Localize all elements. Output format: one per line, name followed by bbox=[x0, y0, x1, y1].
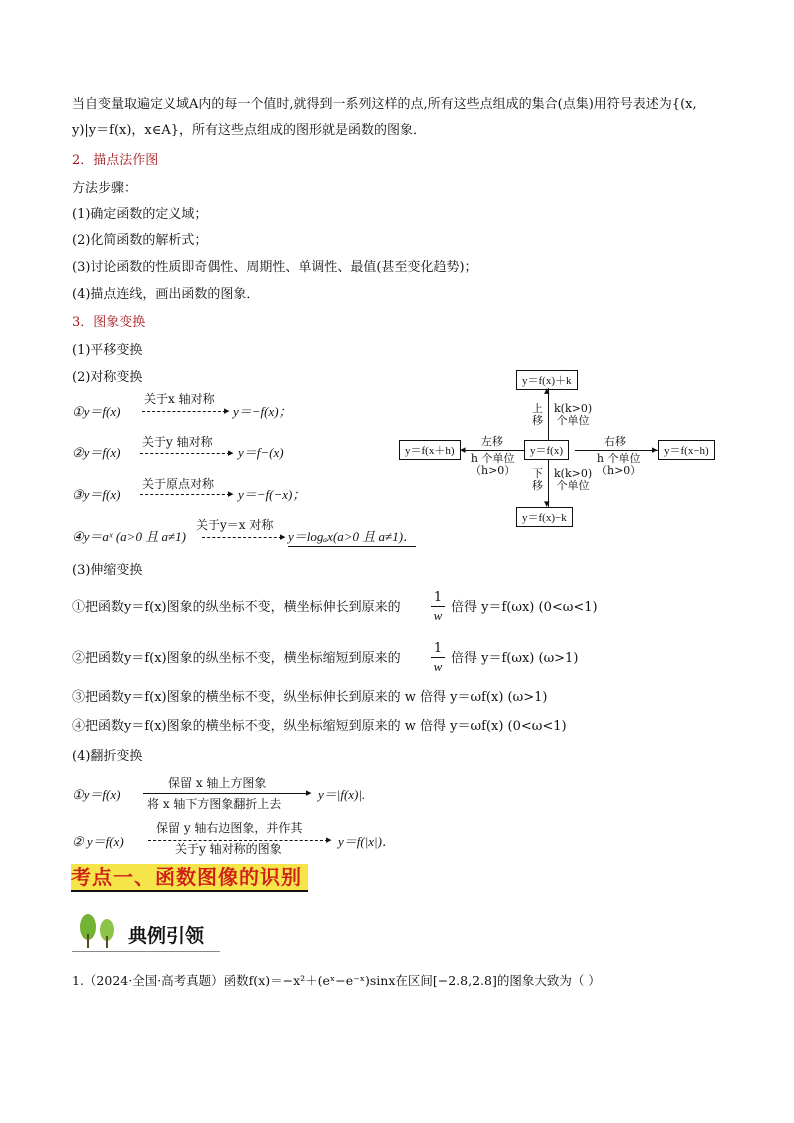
sym-1-lhs: ①y＝f(x) bbox=[72, 404, 121, 419]
sym-4-op: 关于y＝x 对称 bbox=[196, 518, 274, 532]
symmetry-label: (2)对称变换 bbox=[72, 370, 143, 385]
diagram-up-move: 上 移 bbox=[532, 402, 543, 427]
fraction-bar bbox=[431, 606, 445, 607]
sym-3-rhs: y＝−f(−x)； bbox=[238, 487, 306, 502]
diagram-right-amount: h 个单位 （h>0） bbox=[596, 452, 642, 477]
flip-1-arrowhead-icon: ▸ bbox=[306, 786, 312, 799]
step-1: (1)确定函数的定义域； bbox=[72, 207, 208, 222]
flip-2-lhs: ② y＝f(x) bbox=[72, 834, 124, 849]
flip-1-rhs: y＝|f(x)|. bbox=[318, 787, 366, 802]
step-3: (3)讨论函数的性质即奇偶性、周期性、单调性、最值(甚至变化趋势)； bbox=[72, 260, 478, 275]
sym-2-arrow bbox=[140, 453, 230, 454]
flip-1-lhs: ①y＝f(x) bbox=[72, 787, 121, 802]
sym-2-rhs: y＝f−(x) bbox=[238, 445, 284, 460]
diagram-center-box: y＝f(x) bbox=[524, 440, 569, 460]
sym-1-op: 关于x 轴对称 bbox=[144, 392, 215, 406]
diagram-right-move: 右移 bbox=[604, 435, 626, 448]
step-4: (4)描点连线，画出函数的图象． bbox=[72, 287, 260, 302]
diagram-right-line bbox=[575, 450, 658, 451]
flip-label: (4)翻折变换 bbox=[72, 749, 143, 764]
diagram-left-line bbox=[462, 450, 524, 451]
sym-4-arrow bbox=[202, 537, 282, 538]
kaodian-title-text: 考点一、函数图像的识别 bbox=[71, 865, 302, 889]
step-2: (2)化简函数的解析式； bbox=[72, 233, 208, 248]
sym-3-op: 关于原点对称 bbox=[142, 477, 215, 491]
scale-1-pre: ①把函数y＝f(x)图象的纵坐标不变，横坐标伸长到原来的 bbox=[72, 600, 401, 615]
flip-2-rhs: y＝f(|x|)． bbox=[338, 834, 395, 849]
flip-1-arrow bbox=[143, 793, 309, 794]
sym-1-arrowhead-icon: ▸ bbox=[224, 404, 230, 417]
scale-2-den: w bbox=[433, 659, 443, 674]
badge-underline bbox=[72, 951, 220, 952]
section-3-title: 3．图象变换 bbox=[72, 315, 146, 330]
diagram-right-arrowhead-icon: ▸ bbox=[652, 443, 658, 456]
diagram-down-move: 下 移 bbox=[532, 467, 543, 492]
sym-4-lhs: ④y＝aˣ (a>0 且 a≠1) bbox=[72, 529, 186, 544]
scale-2-post: 倍得 y＝f(ωx) (ω>1) bbox=[451, 651, 579, 666]
sym-1-arrow bbox=[142, 411, 226, 412]
steps-label: 方法步骤： bbox=[72, 181, 138, 196]
flip-2-op-top: 保留 y 轴右边图象，并作其 bbox=[156, 821, 303, 835]
sym-3-arrow bbox=[140, 494, 230, 495]
intro-line-2: y)|y＝f(x)，x∈A}，所有这些点组成的图形就是函数的图象． bbox=[72, 123, 427, 138]
scale-1-fraction bbox=[431, 590, 445, 624]
intro-line-1: 当自变量取遍定义域A内的每一个值时,就得到一系列这样的点,所有这些点组成的集合(点集)用符号表述为{(x, bbox=[72, 97, 697, 112]
flip-1-op-bottom: 将 x 轴下方图象翻折上去 bbox=[147, 797, 282, 811]
scale-1-num: 1 bbox=[433, 590, 443, 605]
scale-4: ④把函数y＝f(x)图象的横坐标不变，纵坐标缩短到原来的 w 倍得 y＝ωf(x) (0<ω<1) bbox=[72, 719, 567, 734]
flip-1-op-top: 保留 x 轴上方图象 bbox=[168, 776, 267, 790]
scale-3: ③把函数y＝f(x)图象的横坐标不变，纵坐标伸长到原来的 w 倍得 y＝ωf(x) (ω>1) bbox=[72, 690, 548, 705]
diagram-left-move: 左移 bbox=[481, 435, 503, 448]
sym-4-arrowhead-icon: ▸ bbox=[280, 530, 286, 543]
tree-icon bbox=[76, 912, 124, 950]
flip-2-op-bottom: 关于y 轴对称的图象 bbox=[175, 842, 282, 856]
diagram-up-arrowhead-icon: ▴ bbox=[544, 384, 550, 397]
diagram-down-amount: k(k>0) 个单位 bbox=[554, 467, 593, 492]
flip-2-arrowhead-icon: ▸ bbox=[326, 833, 332, 846]
fraction-bar bbox=[431, 657, 445, 658]
scale-2-fraction bbox=[431, 641, 445, 675]
scaling-label: (3)伸缩变换 bbox=[72, 563, 143, 578]
example-badge: 典例引领 bbox=[128, 925, 205, 947]
sym-1-rhs: y＝−f(x)； bbox=[233, 404, 292, 419]
sym-2-arrowhead-icon: ▸ bbox=[228, 446, 234, 459]
sym-2-op: 关于y 轴对称 bbox=[142, 435, 213, 449]
sym-3-arrowhead-icon: ▸ bbox=[228, 487, 234, 500]
scale-1-post: 倍得 y＝f(ωx) (0<ω<1) bbox=[451, 600, 598, 615]
diagram-bottom-box: y＝f(x)−k bbox=[516, 507, 573, 527]
scale-2-num: 1 bbox=[433, 641, 443, 656]
diagram-left-box: y＝f(x＋h) bbox=[399, 440, 461, 460]
kaodian-title bbox=[71, 864, 308, 892]
translation-label: (1)平移变换 bbox=[72, 343, 143, 358]
diagram-left-arrowhead-icon: ◂ bbox=[460, 443, 466, 456]
scale-1-den: w bbox=[433, 608, 443, 623]
section-2-title: 2．描点法作图 bbox=[72, 153, 159, 168]
question-1: 1.（2024·全国·高考真题）函数f(x)＝−x²＋(eˣ−e⁻ˣ)sinx在区间[−2.8,2.8]的图象大致为（ ） bbox=[72, 973, 601, 988]
diagram-right-box: y＝f(x−h) bbox=[658, 440, 715, 460]
diagram-left-amount: h 个单位 （h>0） bbox=[470, 452, 516, 477]
diagram-down-arrowhead-icon: ▾ bbox=[544, 497, 550, 510]
sym-2-lhs: ②y＝f(x) bbox=[72, 445, 121, 460]
diagram-up-amount: k(k>0) 个单位 bbox=[554, 402, 593, 427]
sym-4-rhs: y＝logₐx(a>0 且 a≠1)． bbox=[288, 528, 416, 547]
sym-3-lhs: ③y＝f(x) bbox=[72, 487, 121, 502]
diagram-top-box: y＝f(x)＋k bbox=[516, 370, 578, 390]
scale-2-pre: ②把函数y＝f(x)图象的纵坐标不变，横坐标缩短到原来的 bbox=[72, 651, 401, 666]
